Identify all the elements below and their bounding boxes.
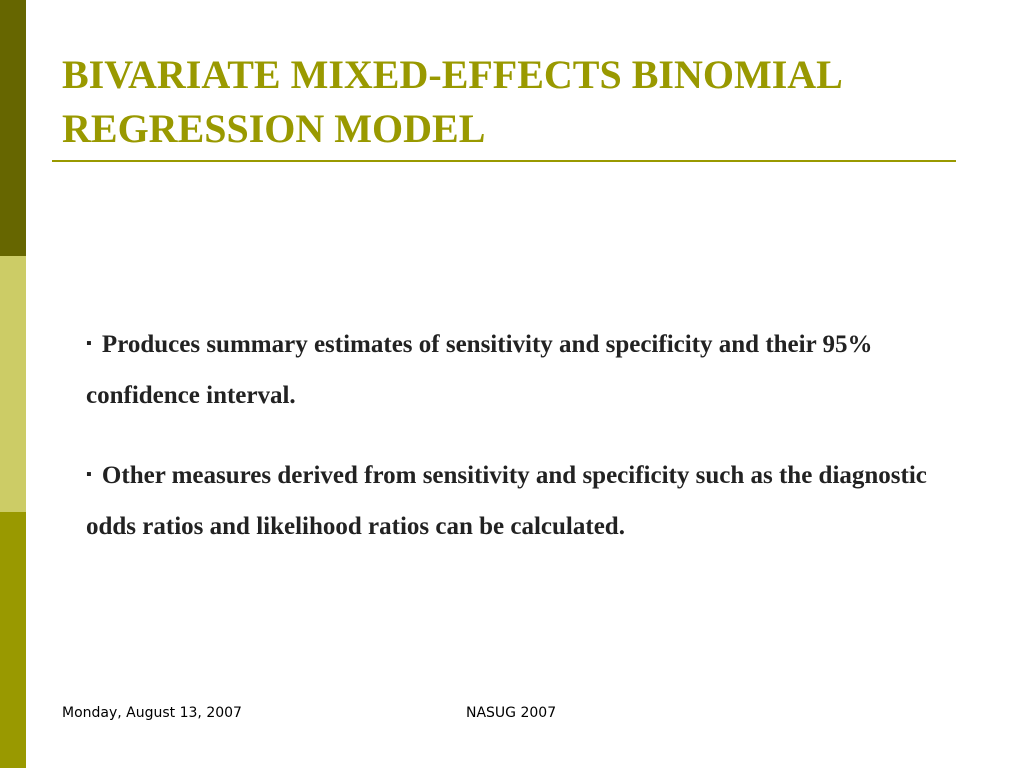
bullet-item	[86, 449, 956, 552]
left-stripe-dark	[0, 0, 26, 256]
bullet-text: Other measures derived from sensitivity and specificity such as the diagnostic odds ratios and likelihood ratios can be calculated.	[86, 462, 927, 540]
footer-event: NASUG 2007	[466, 705, 557, 721]
bullet-item	[86, 318, 956, 421]
bullet-list	[86, 318, 956, 580]
left-stripe-light	[0, 256, 26, 512]
square-bullet-icon: ▪	[86, 335, 92, 352]
slide-title	[62, 48, 982, 156]
bullet-text: Produces summary estimates of sensitivity and specificity and their 95% confidence interval.	[86, 331, 873, 409]
slide-title-line-2: REGRESSION MODEL	[62, 106, 486, 151]
square-bullet-icon: ▪	[86, 466, 92, 483]
title-divider	[52, 160, 956, 162]
footer-date: Monday, August 13, 2007	[62, 705, 242, 721]
left-stripe-olive	[0, 512, 26, 768]
slide-title-line-1: BIVARIATE MIXED-EFFECTS BINOMIAL	[62, 52, 843, 97]
